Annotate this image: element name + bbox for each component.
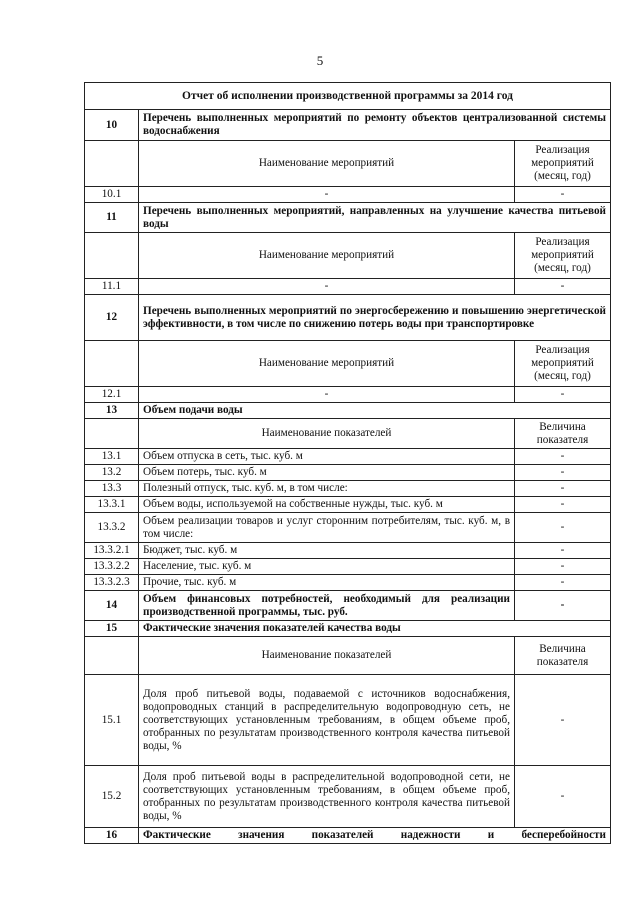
table-row xyxy=(85,543,611,559)
empty-cell xyxy=(85,341,139,387)
col-name-header: Наименование показателей xyxy=(139,637,515,675)
col-name-header: Наименование показателей xyxy=(139,419,515,449)
row-name: - xyxy=(139,387,515,403)
table-row xyxy=(85,449,611,465)
row-value: - xyxy=(515,481,611,497)
row-number: 13.3.2.1 xyxy=(85,543,139,559)
section-13-col-header xyxy=(85,419,611,449)
col-name-header: Наименование мероприятий xyxy=(139,341,515,387)
table-row xyxy=(85,465,611,481)
row-name: Объем реализации товаров и услуг сторонним потребителям, тыс. куб. м, в том числе: xyxy=(139,513,515,543)
row-value: - xyxy=(515,543,611,559)
section-11-header xyxy=(85,203,611,233)
empty-cell xyxy=(85,637,139,675)
row-value: - xyxy=(515,513,611,543)
row-name: - xyxy=(139,279,515,295)
table-row xyxy=(85,497,611,513)
report-title-row xyxy=(85,83,611,110)
section-number: 13 xyxy=(85,403,139,419)
section-11-col-header xyxy=(85,233,611,279)
section-title: Перечень выполненных мероприятий, направленных на улучшение качества питьевой воды xyxy=(139,203,611,233)
col-realization-header: Реализация мероприятий (месяц, год) xyxy=(515,233,611,279)
row-name: Бюджет, тыс. куб. м xyxy=(139,543,515,559)
table-row xyxy=(85,559,611,575)
col-name-header: Наименование мероприятий xyxy=(139,141,515,187)
section-14-row xyxy=(85,591,611,621)
row-number: 13.3.2.2 xyxy=(85,559,139,575)
table-row xyxy=(85,766,611,828)
row-name: Объем воды, используемой на собственные нужды, тыс. куб. м xyxy=(139,497,515,513)
report-title: Отчет об исполнении производственной программы за 2014 год xyxy=(85,83,611,110)
section-12-header xyxy=(85,295,611,341)
table-row xyxy=(85,279,611,295)
row-value: - xyxy=(515,465,611,481)
row-value: - xyxy=(515,575,611,591)
row-number: 13.3 xyxy=(85,481,139,497)
row-value: - xyxy=(515,559,611,575)
section-title: Перечень выполненных мероприятий по ремонту объектов централизованной системы водоснабжения xyxy=(139,110,611,141)
section-title: Объем подачи воды xyxy=(139,403,611,419)
col-value-header: Величина показателя xyxy=(515,419,611,449)
report-table xyxy=(84,82,611,844)
col-realization-header: Реализация мероприятий (месяц, год) xyxy=(515,141,611,187)
row-number: 15.1 xyxy=(85,675,139,766)
row-name: Население, тыс. куб. м xyxy=(139,559,515,575)
row-value: - xyxy=(515,766,611,828)
row-name: Объем отпуска в сеть, тыс. куб. м xyxy=(139,449,515,465)
row-value: - xyxy=(515,279,611,295)
row-value: - xyxy=(515,449,611,465)
section-12-col-header xyxy=(85,341,611,387)
table-row xyxy=(85,481,611,497)
row-number: 13.3.2 xyxy=(85,513,139,543)
section-10-col-header xyxy=(85,141,611,187)
row-name: Полезный отпуск, тыс. куб. м, в том числе: xyxy=(139,481,515,497)
table-row xyxy=(85,675,611,766)
empty-cell xyxy=(85,233,139,279)
section-number: 12 xyxy=(85,295,139,341)
row-value: - xyxy=(515,187,611,203)
page-number: 5 xyxy=(316,53,324,68)
section-title: Перечень выполненных мероприятий по энергосбережению и повышению энергетической эффективности, в том числе по снижению потерь воды при транспортировке xyxy=(139,295,611,341)
col-name-header: Наименование мероприятий xyxy=(139,233,515,279)
section-title: Объем финансовых потребностей, необходимый для реализации производственной программы, тыс. руб. xyxy=(139,591,515,621)
section-number: 10 xyxy=(85,110,139,141)
row-name: Прочие, тыс. куб. м xyxy=(139,575,515,591)
empty-cell xyxy=(85,419,139,449)
row-name: - xyxy=(139,187,515,203)
row-name: Доля проб питьевой воды в распределительной водопроводной сети, не соответствующих установленным требованиям, в общем объеме проб, отобранных по результатам производственного контроля качества питьевой воды, % xyxy=(139,766,515,828)
row-value: - xyxy=(515,387,611,403)
table-row xyxy=(85,387,611,403)
col-value-header: Величина показателя xyxy=(515,637,611,675)
section-15-header xyxy=(85,621,611,637)
row-number: 13.3.1 xyxy=(85,497,139,513)
section-number: 16 xyxy=(85,828,139,844)
section-number: 15 xyxy=(85,621,139,637)
section-13-header xyxy=(85,403,611,419)
row-name: Объем потерь, тыс. куб. м xyxy=(139,465,515,481)
row-number: 13.3.2.3 xyxy=(85,575,139,591)
row-number: 15.2 xyxy=(85,766,139,828)
row-name: Доля проб питьевой воды, подаваемой с источников водоснабжения, водопроводных станций в распределительную водопроводную сеть, не соответствующих установленным требованиям, в общем объеме проб, отобранных по результатам производственного контроля качества питьевой воды, % xyxy=(139,675,515,766)
section-number: 11 xyxy=(85,203,139,233)
section-title: Фактические значения показателей качества воды xyxy=(139,621,611,637)
section-title: Фактические значения показателей надежности и бесперебойности xyxy=(139,828,611,844)
row-value: - xyxy=(515,675,611,766)
section-10-header xyxy=(85,110,611,141)
row-number: 11.1 xyxy=(85,279,139,295)
row-value: - xyxy=(515,591,611,621)
section-16-header xyxy=(85,828,611,844)
section-15-col-header xyxy=(85,637,611,675)
row-number: 13.1 xyxy=(85,449,139,465)
row-value: - xyxy=(515,497,611,513)
empty-cell xyxy=(85,141,139,187)
row-number: 12.1 xyxy=(85,387,139,403)
row-number: 13.2 xyxy=(85,465,139,481)
table-row xyxy=(85,575,611,591)
table-row xyxy=(85,187,611,203)
table-row xyxy=(85,513,611,543)
col-realization-header: Реализация мероприятий (месяц, год) xyxy=(515,341,611,387)
section-number: 14 xyxy=(85,591,139,621)
row-number: 10.1 xyxy=(85,187,139,203)
